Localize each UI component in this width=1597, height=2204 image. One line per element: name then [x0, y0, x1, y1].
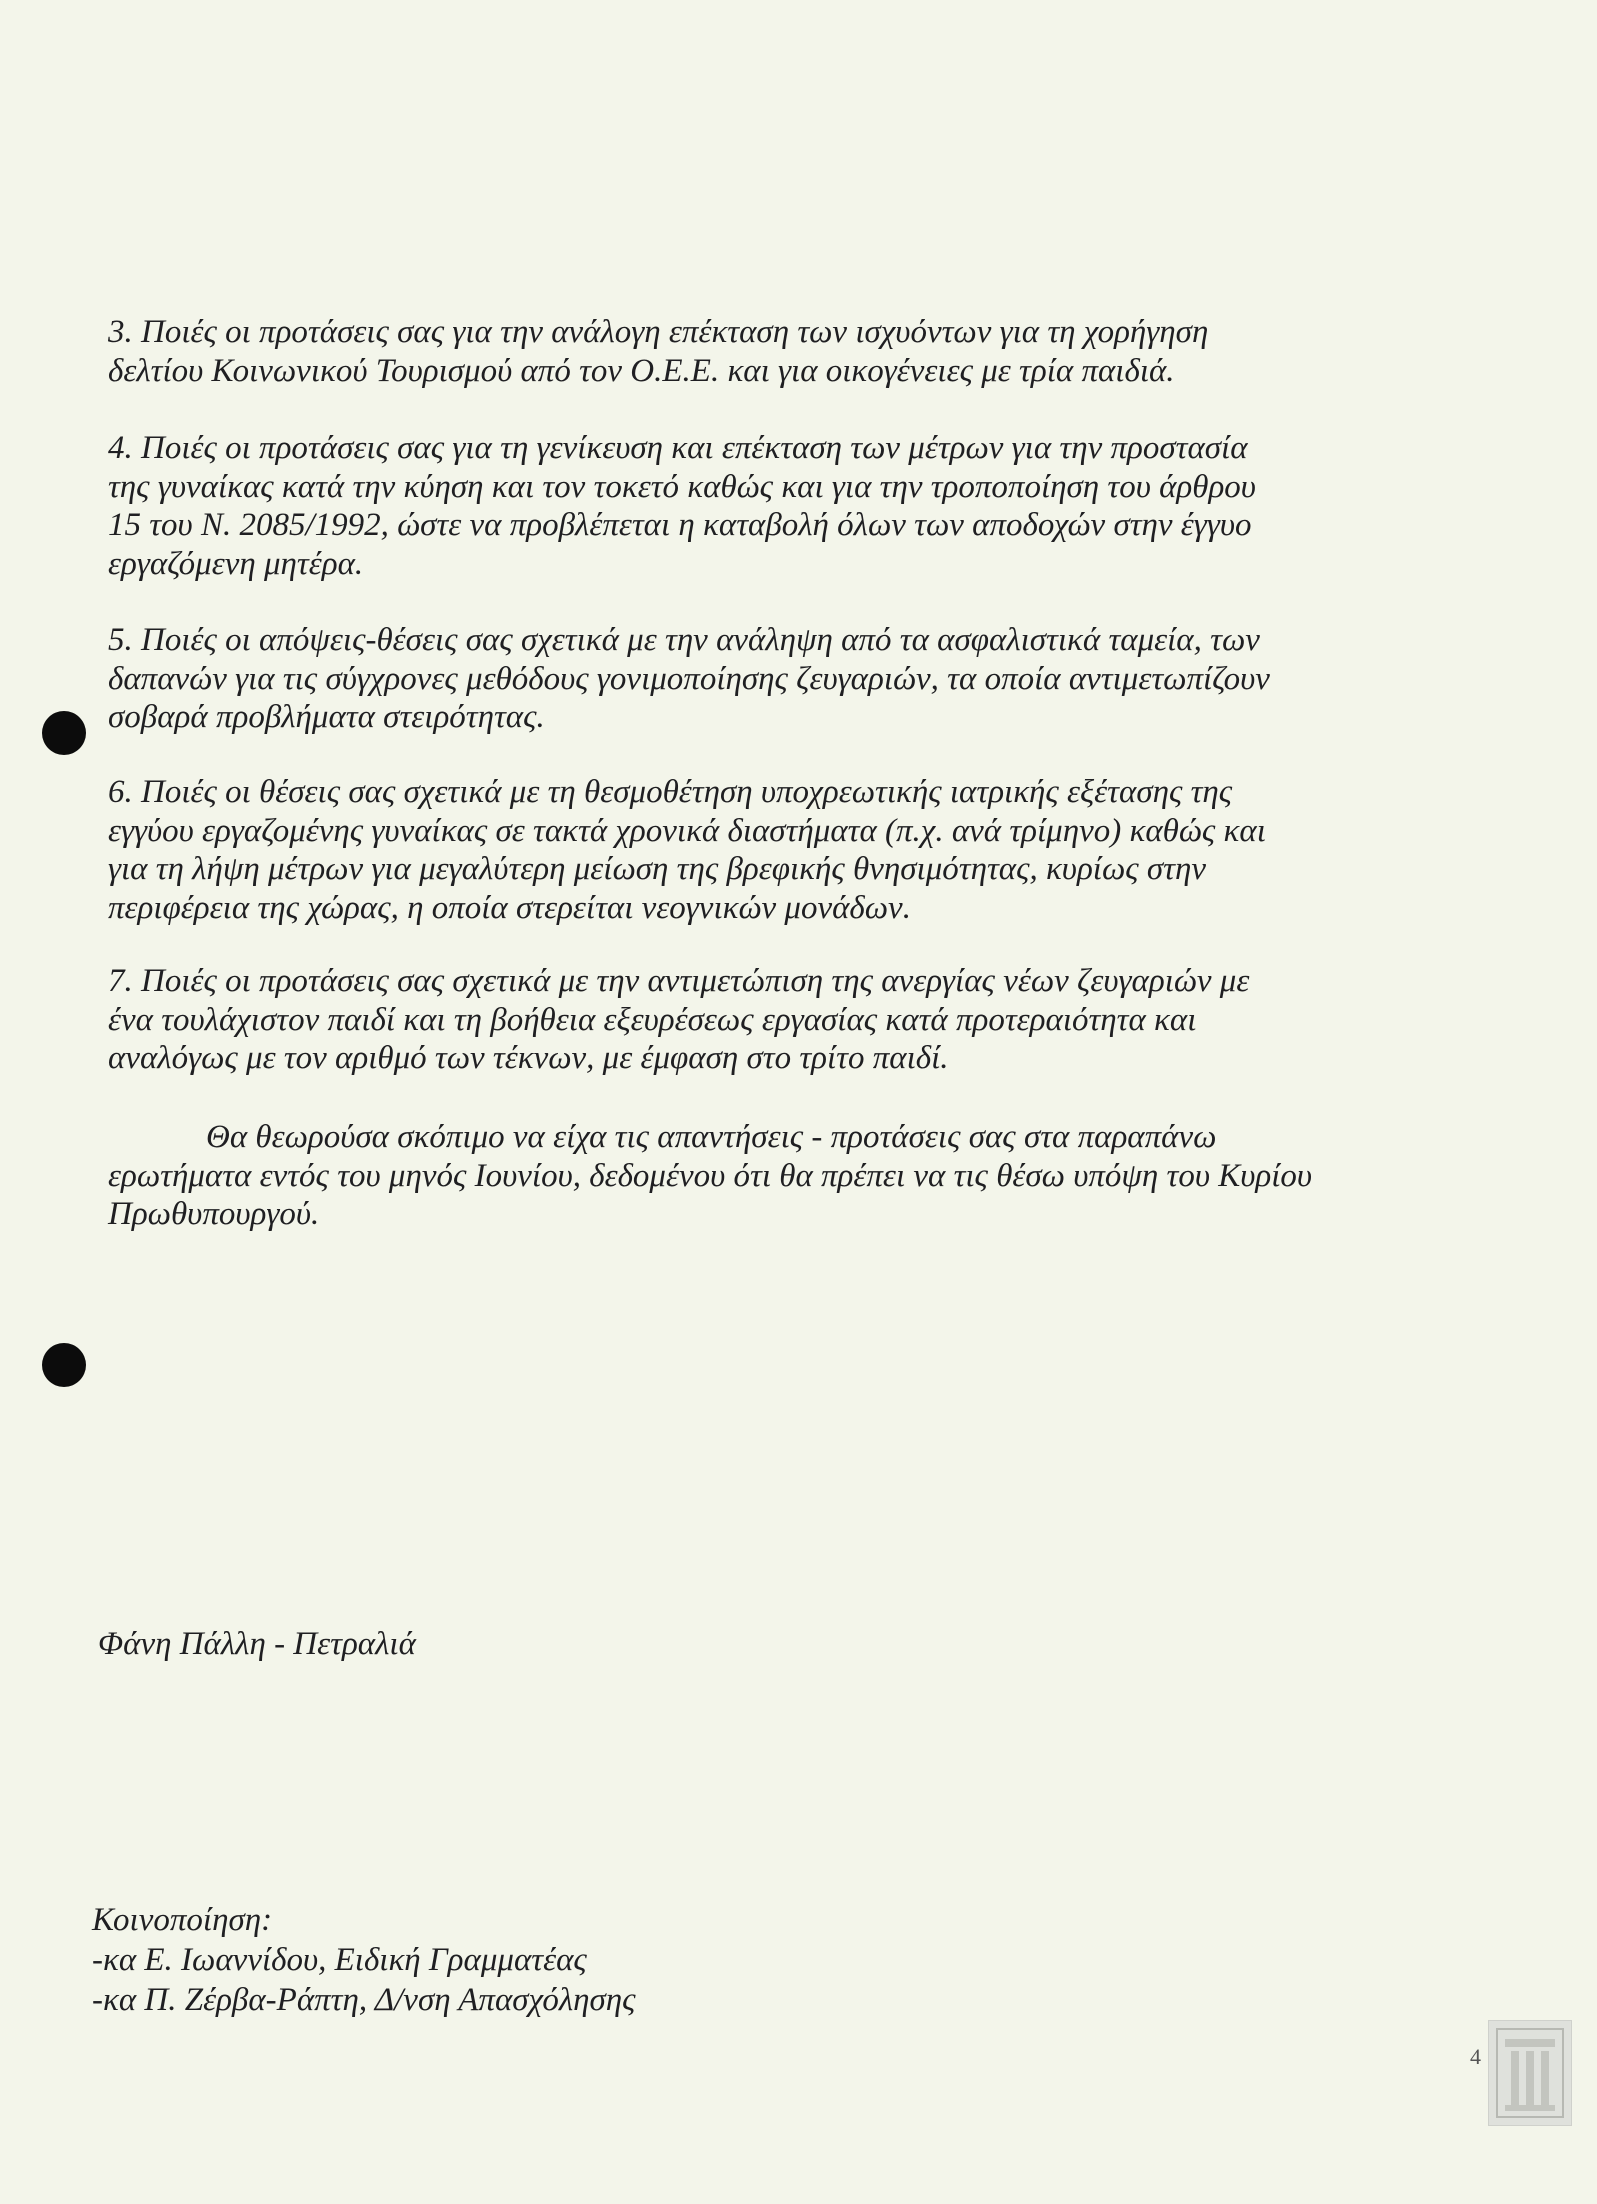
cc-recipient: -κα Π. Ζέρβα-Ράπτη, Δ/νση Απασχόλησης	[92, 1982, 636, 2018]
text-line: Θα θεωρούσα σκόπιμο να είχα τις απαντήσεις - προτάσεις σας στα παραπάνω	[206, 1119, 1217, 1155]
question-3	[108, 313, 1488, 390]
text-line: περιφέρεια της χώρας, η οποία στερείται νεογνικών μονάδων.	[108, 889, 911, 926]
text-line: 7. Ποιές οι προτάσεις σας σχετικά με την αντιμετώπιση της ανεργίας νέων ζευγαριών με	[108, 963, 1250, 999]
text-line: σοβαρά προβλήματα στειρότητας.	[108, 699, 545, 735]
punch-hole	[42, 711, 86, 755]
text-line: αναλόγως με τον αριθμό των τέκνων, με έμφαση στο τρίτο παιδί.	[108, 1040, 949, 1076]
text-line: ένα τουλάχιστον παιδί και τη βοήθεια εξευρέσεως εργασίας κατά προτεραιότητα και	[108, 1001, 1197, 1038]
cc-heading: Κοινοποίηση:	[92, 1902, 273, 1938]
text-line: 6. Ποιές οι θέσεις σας σχετικά με τη θεσμοθέτηση υποχρεωτικής ιατρικής εξέτασης της	[108, 774, 1233, 810]
text-line: δαπανών για τις σύγχρονες μεθόδους γονιμοποίησης ζευγαριών, τα οποία αντιμετωπίζουν	[108, 660, 1270, 697]
text-line: Πρωθυπουργού.	[108, 1196, 320, 1232]
question-4	[108, 429, 1488, 583]
archive-seal-icon	[1489, 2021, 1571, 2125]
question-6	[108, 773, 1488, 927]
archive-stamp	[1488, 2020, 1572, 2126]
cc-block	[92, 1900, 636, 2020]
signature-name: Φάνη Πάλλη - Πετραλιά	[98, 1626, 416, 1662]
closing-paragraph	[108, 1118, 1488, 1234]
text-line: για τη λήψη μέτρων για μεγαλύτερη μείωση της βρεφικής θνησιμότητας, κυρίως στην	[108, 851, 1207, 887]
punch-hole	[42, 1343, 86, 1387]
question-7	[108, 962, 1488, 1078]
question-5	[108, 621, 1488, 737]
text-line: της γυναίκας κατά την κύηση και τον τοκετό καθώς και για την τροποποίηση του άρθρου	[108, 468, 1256, 505]
text-line: 5. Ποιές οι απόψεις-θέσεις σας σχετικά με την ανάληψη από τα ασφαλιστικά ταμεία, των	[108, 622, 1260, 658]
page-number: 4	[1470, 2044, 1481, 2069]
text-line: εργαζόμενη μητέρα.	[108, 545, 364, 582]
text-line: ερωτήματα εντός του μηνός Ιουνίου, δεδομένου ότι θα πρέπει να τις θέσω υπόψη του Κυρίου	[108, 1157, 1313, 1194]
text-line: 4. Ποιές οι προτάσεις σας για τη γενίκευση και επέκταση των μέτρων για την προστασία	[108, 430, 1248, 466]
text-line: δελτίου Κοινωνικού Τουρισμού από τον Ο.Ε.Ε. και για οικογένειες με τρία παιδιά.	[108, 352, 1175, 389]
cc-recipient: -κα Ε. Ιωαννίδου, Ειδική Γραμματέας	[92, 1942, 587, 1978]
text-line: 3. Ποιές οι προτάσεις σας για την ανάλογη επέκταση των ισχυόντων για τη χορήγηση	[108, 314, 1209, 350]
text-line: 15 του Ν. 2085/1992, ώστε να προβλέπεται η καταβολή όλων των αποδοχών στην έγγυο	[108, 507, 1252, 543]
text-line: εγγύου εργαζομένης γυναίκας σε τακτά χρονικά διαστήματα (π.χ. ανά τρίμηνο) καθώς και	[108, 812, 1266, 849]
